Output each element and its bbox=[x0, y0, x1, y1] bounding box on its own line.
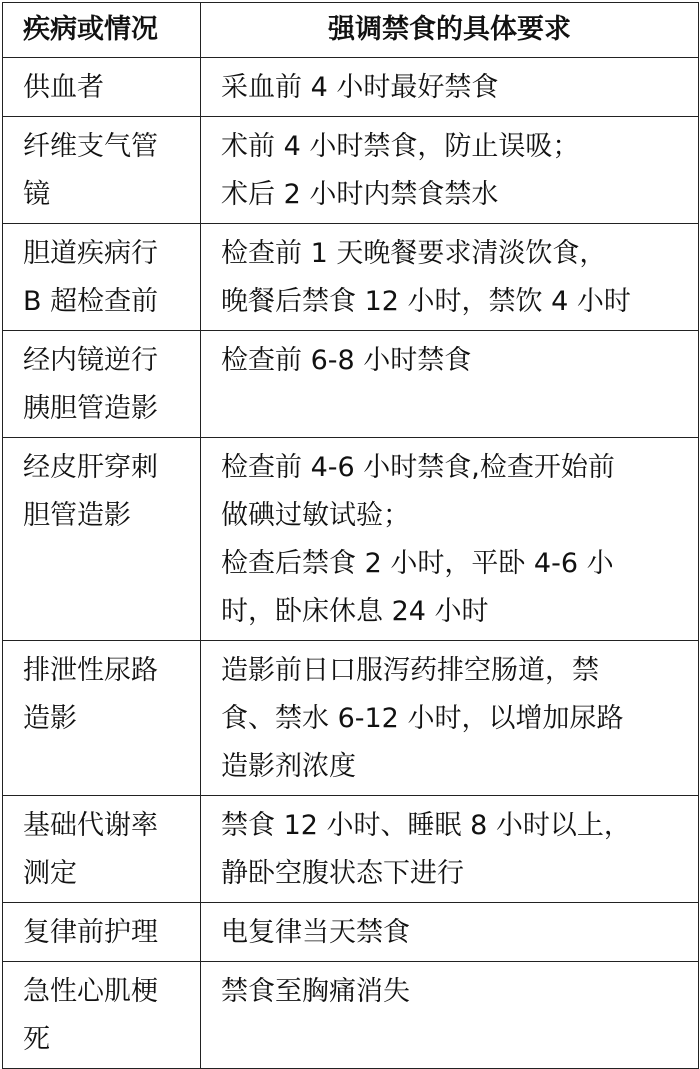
condition-cell: 急性心肌梗 死 bbox=[3, 962, 201, 1069]
table-row bbox=[3, 962, 699, 1069]
header-requirement: 强调禁食的具体要求 bbox=[201, 3, 699, 58]
condition-cell: 复律前护理 bbox=[3, 903, 201, 962]
table-row bbox=[3, 117, 699, 224]
table-row bbox=[3, 796, 699, 903]
requirement-cell: 检查前 4-6 小时禁食,检查开始前 做碘过敏试验； 检查后禁食 2 小时，平卧 4-6 小 时，卧床休息 24 小时 bbox=[201, 438, 699, 641]
requirement-cell: 禁食至胸痛消失 bbox=[201, 962, 699, 1069]
header-condition: 疾病或情况 bbox=[3, 3, 201, 58]
condition-cell: 基础代谢率 测定 bbox=[3, 796, 201, 903]
condition-cell: 胆道疾病行 B 超检查前 bbox=[3, 224, 201, 331]
table-row bbox=[3, 641, 699, 796]
table-row bbox=[3, 903, 699, 962]
requirement-cell: 检查前 1 天晚餐要求清淡饮食， 晚餐后禁食 12 小时，禁饮 4 小时 bbox=[201, 224, 699, 331]
condition-cell: 经皮肝穿刺 胆管造影 bbox=[3, 438, 201, 641]
requirement-cell: 电复律当天禁食 bbox=[201, 903, 699, 962]
table-row bbox=[3, 224, 699, 331]
condition-cell: 经内镜逆行 胰胆管造影 bbox=[3, 331, 201, 438]
header-row bbox=[3, 3, 699, 58]
table-row bbox=[3, 58, 699, 117]
table-body bbox=[3, 58, 699, 1069]
requirement-cell: 术前 4 小时禁食，防止误吸； 术后 2 小时内禁食禁水 bbox=[201, 117, 699, 224]
requirement-cell: 采血前 4 小时最好禁食 bbox=[201, 58, 699, 117]
condition-cell: 纤维支气管 镜 bbox=[3, 117, 201, 224]
fasting-requirements-table bbox=[2, 2, 699, 1069]
requirement-cell: 禁食 12 小时、睡眠 8 小时以上， 静卧空腹状态下进行 bbox=[201, 796, 699, 903]
table-row bbox=[3, 331, 699, 438]
table-header bbox=[3, 3, 699, 58]
condition-cell: 排泄性尿路 造影 bbox=[3, 641, 201, 796]
requirement-cell: 造影前日口服泻药排空肠道，禁 食、禁水 6-12 小时，以增加尿路 造影剂浓度 bbox=[201, 641, 699, 796]
table-row bbox=[3, 438, 699, 641]
condition-cell: 供血者 bbox=[3, 58, 201, 117]
requirement-cell: 检查前 6-8 小时禁食 bbox=[201, 331, 699, 438]
